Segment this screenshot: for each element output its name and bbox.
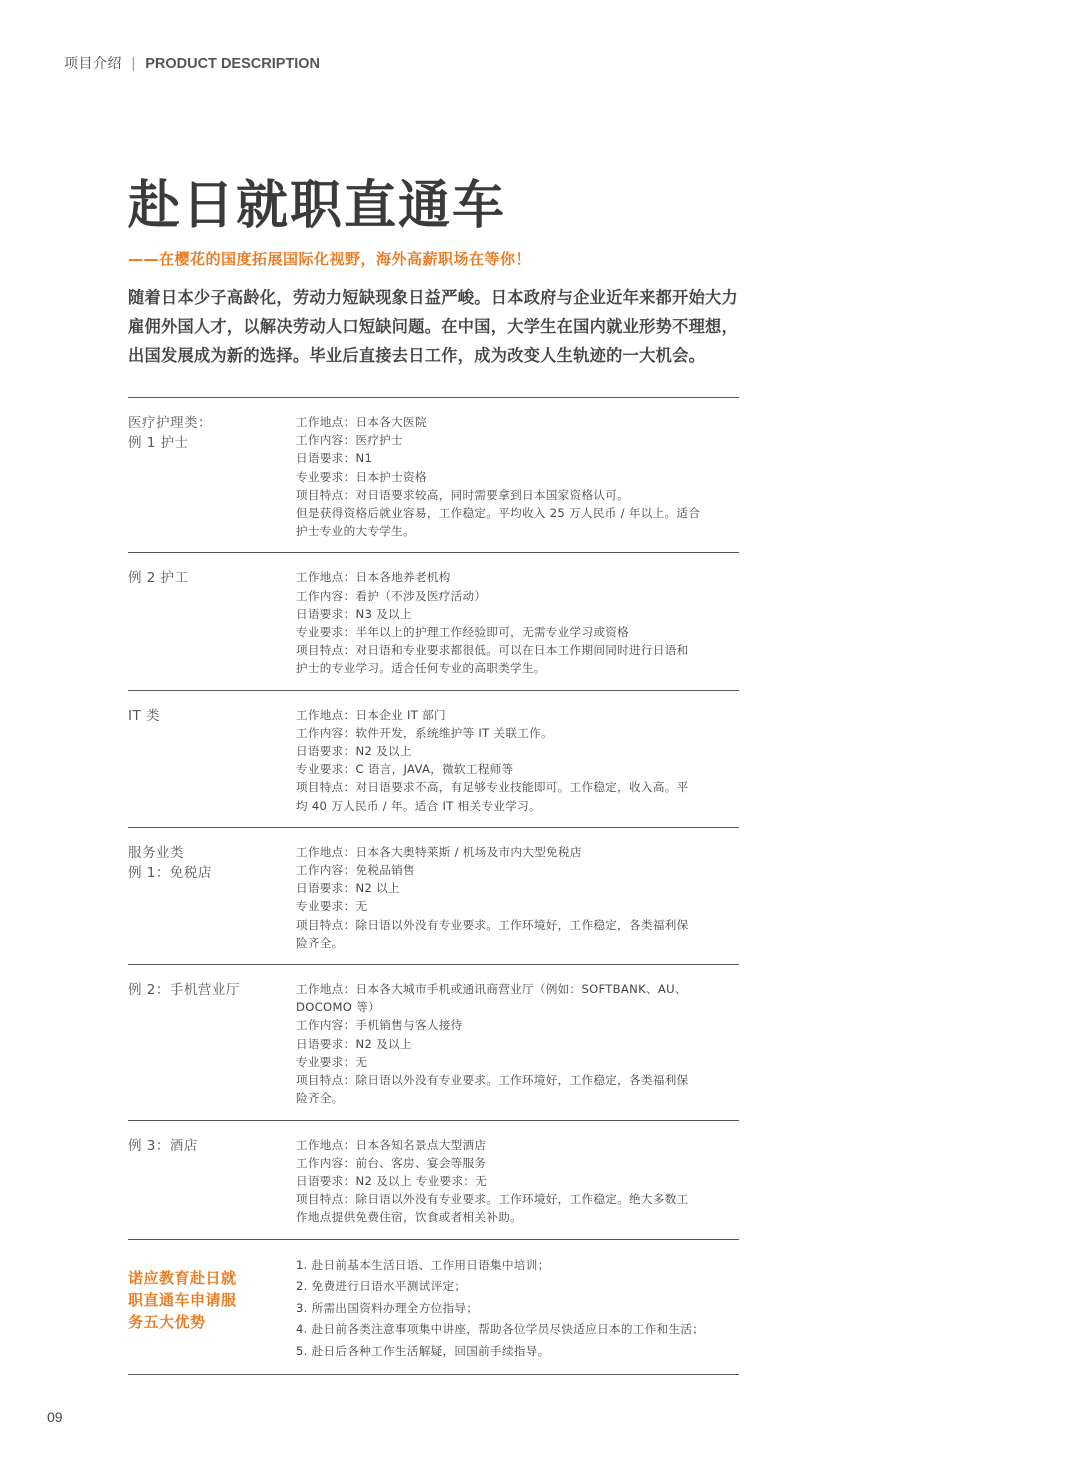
detail-line: 项目特点：除日语以外没有专业要求。工作环境好，工作稳定，各类福利保	[296, 917, 689, 932]
header-divider: |	[131, 56, 137, 72]
detail-line: 专业要求：无	[296, 1054, 368, 1069]
advantage-item: 4. 赴日前各类注意事项集中讲座，帮助各位学员尽快适应日本的工作和生活；	[296, 1322, 705, 1337]
advantage-item: 2. 免费进行日语水平测试评定；	[296, 1279, 467, 1294]
job-row	[128, 964, 739, 1119]
job-category	[128, 980, 296, 1107]
detail-line: 日语要求：N2 及以上	[296, 744, 412, 759]
job-category-table	[128, 397, 739, 1375]
advantages-title	[128, 1255, 296, 1363]
job-details	[296, 413, 739, 540]
section-label-en: PRODUCT DESCRIPTION	[145, 56, 321, 72]
job-details	[296, 706, 739, 815]
detail-line: 作地点提供免费住宿，饮食或者相关补助。	[296, 1210, 522, 1225]
page-number: 09	[47, 1409, 63, 1425]
detail-line: 工作内容：软件开发，系统维护等 IT 关联工作。	[296, 725, 553, 740]
job-category	[128, 568, 296, 677]
detail-line: 但是获得资格后就业容易，工作稳定。平均收入 25 万人民币 / 年以上。适合	[296, 506, 701, 521]
detail-line: 险齐全。	[296, 1091, 344, 1106]
category-line: 例 1 护士	[128, 435, 189, 451]
page-title: 赴日就职直通车	[128, 176, 507, 236]
detail-line: 日语要求：N2 及以上	[296, 1036, 412, 1051]
detail-line: 险齐全。	[296, 935, 344, 950]
detail-line: 日语要求：N2 及以上 专业要求：无	[296, 1173, 488, 1188]
detail-line: 项目特点：对日语和专业要求都很低。可以在日本工作期间同时进行日语和	[296, 643, 689, 658]
detail-line: 工作内容：手机销售与客人接待	[296, 1018, 463, 1033]
job-category	[128, 706, 296, 815]
job-row	[128, 1120, 739, 1239]
detail-line: 护士的专业学习。适合任何专业的高职类学生。	[296, 661, 546, 676]
advantages-title-line: 诺应教育赴日就	[128, 1268, 237, 1287]
job-details	[296, 1136, 739, 1227]
category-line: 医疗护理类：	[128, 415, 212, 431]
detail-line: 日语要求：N2 以上	[296, 881, 400, 896]
job-category	[128, 413, 296, 540]
intro-paragraph: 随着日本少子高龄化，劳动力短缺现象日益严峻。日本政府与企业近年来都开始大力雇佣外国人才，以解决劳动人口短缺问题。在中国，大学生在国内就业形势不理想，出国发展成为新的选择。毕业后直接去日工作，成为改变人生轨迹的一大机会。	[128, 288, 739, 365]
page-subtitle: ——在樱花的国度拓展国际化视野，海外高薪职场在等你！	[128, 250, 532, 268]
advantage-item: 3. 所需出国资料办理全方位指导；	[296, 1300, 479, 1315]
category-line: 例 2 护工	[128, 570, 189, 587]
job-category	[128, 1136, 296, 1227]
advantages-list	[296, 1255, 739, 1363]
job-row	[128, 552, 739, 689]
job-category	[128, 843, 296, 952]
detail-line: 工作内容：免税品销售	[296, 863, 415, 878]
detail-line: 项目特点：除日语以外没有专业要求。工作环境好，工作稳定，各类福利保	[296, 1073, 689, 1088]
category-line: 服务业类	[128, 844, 184, 861]
detail-line: 工作内容：看护（不涉及医疗活动）	[296, 588, 487, 603]
detail-line: 日语要求：N3 及以上	[296, 606, 412, 621]
detail-line: DOCOMO 等）	[296, 1000, 380, 1015]
job-row	[128, 827, 739, 964]
detail-line: 工作地点：日本各大医院	[296, 415, 427, 429]
job-details	[296, 980, 739, 1107]
detail-line: 专业要求：无	[296, 899, 368, 914]
detail-line: 工作地点：日本企业 IT 部门	[296, 707, 446, 722]
detail-line: 项目特点：对日语要求不高，有足够专业技能即可。工作稳定，收入高。平	[296, 780, 689, 795]
detail-line: 工作地点：日本各大城市手机或通讯商营业厅（例如：SOFTBANK、AU、	[296, 982, 687, 997]
job-details	[296, 568, 739, 677]
category-line: IT 类	[128, 707, 161, 724]
detail-line: 日语要求：N1	[296, 451, 373, 466]
detail-line: 工作地点：日本各大奥特莱斯 / 机场及市内大型免税店	[296, 844, 582, 859]
job-details	[296, 843, 739, 952]
advantages-title-line: 职直通车申请服	[128, 1290, 237, 1309]
category-line: 例 1：免税店	[128, 864, 212, 881]
detail-line: 工作地点：日本各知名景点大型酒店	[296, 1137, 487, 1152]
job-row	[128, 690, 739, 827]
detail-line: 工作内容：医疗护士	[296, 433, 404, 448]
advantage-item: 1. 赴日前基本生活日语、工作用日语集中培训；	[296, 1257, 550, 1272]
page-header	[64, 53, 320, 73]
detail-line: 护士专业的大专学生。	[296, 524, 415, 539]
advantages-title-line: 务五大优势	[128, 1312, 206, 1331]
category-line: 例 2：手机营业厅	[128, 982, 240, 999]
detail-line: 专业要求：半年以上的护理工作经验即可，无需专业学习或资格	[296, 625, 630, 640]
advantage-item: 5. 赴日后各种工作生活解疑，回国前手续指导。	[296, 1343, 550, 1358]
detail-line: 专业要求：日本护士资格	[296, 469, 427, 484]
detail-line: 专业要求：C 语言，JAVA，微软工程师等	[296, 762, 514, 777]
category-line: 例 3：酒店	[128, 1137, 198, 1154]
detail-line: 项目特点：除日语以外没有专业要求。工作环境好，工作稳定。绝大多数工	[296, 1192, 689, 1207]
detail-line: 工作地点：日本各地养老机构	[296, 570, 451, 585]
job-row	[128, 397, 739, 552]
detail-line: 均 40 万人民币 / 年。适合 IT 相关专业学习。	[296, 798, 541, 813]
advantages-row	[128, 1239, 739, 1376]
detail-line: 项目特点：对日语要求较高，同时需要拿到日本国家资格认可。	[296, 487, 630, 502]
section-label-cn: 项目介绍	[64, 56, 122, 72]
detail-line: 工作内容：前台、客房、宴会等服务	[296, 1155, 487, 1170]
